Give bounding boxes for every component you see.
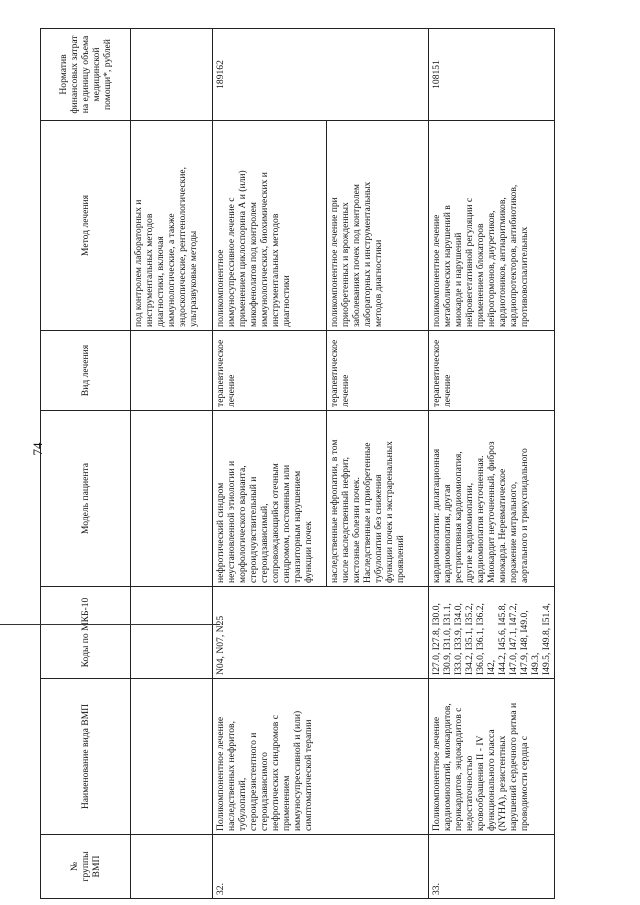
row33-model: кардиомиопатии: дилатационная кардиомиопатия, другая рестриктивная кардиомиопатия, другие кардиомиопатии, кардиомиопатия неуточненная. Миокардит неуточненный, фиброз миокарда. Неревматическое поражение митрального, аортального и трикуспидального xyxy=(429,411,555,587)
header-codes: Коды по МКБ-10 xyxy=(41,587,131,679)
row33-codes: I27.0, I27.8, I30.0, I30.9, I31.0, I31.1, I33.0, I33.9, I34.0, I34.2, I35.1, I35.2, I36.0, I36.1, I36.2, I42, I44.2, I45.6, I45.8, I47.0, I47.1, I47.2, I47.9, I48, I49.0, I49.3, I49.5, I49.8, I51.4, xyxy=(429,587,555,679)
header-model: Модель пациента xyxy=(41,411,131,587)
header-norm: Норматив финансовых затрат на единицу объема медицинской помощи*, рублей xyxy=(41,29,131,121)
header-name: Наименование вида ВМП xyxy=(41,679,131,835)
row32-model-1: нефротический синдром неустановленной этиологии и морфологического варианта, стероидчувствительный и стероидзависимый, сопровождающийся отечным синдромом, постоянным или транзиторным нарушением функции почек xyxy=(213,411,327,587)
header-group: № группы ВМП xyxy=(41,835,131,899)
vmp-table xyxy=(40,28,555,899)
continuation-method: под контролем лабораторных и инструментальных методов диагностики, включая иммунологические, а также эндоскопические, рентгенологические, ультразвуковые методы xyxy=(131,121,213,331)
row32-type-1: терапевтическое лечение xyxy=(213,331,327,411)
row32-codes: N04, N07, N25 xyxy=(213,587,429,679)
row33-norm: 108151 xyxy=(429,29,555,121)
row33-method: поликомпонентное лечение метаболических нарушений в миокарде и нарушений нейровегетативной регуляции с применением блокаторов нейрогормонов, диуретиков, кардиотоников, антиаритмиков, кардиопротекторов, антибиотиков, противовоспалительных xyxy=(429,121,555,331)
header-type: Вид лечения xyxy=(41,331,131,411)
row32-model-2: наследственные нефропатии, в том числе наследственный нефрит, кистозные болезни почек. Наследственные и приобретенные тубулопатии без снижения функции почек и экстраренальных проявлений xyxy=(327,411,429,587)
header-method: Метод лечения xyxy=(41,121,131,331)
table-header-row xyxy=(41,29,131,899)
row33-name: Поликомпонентное лечение кардиомиопатий, миокардитов, перикардитов, эндокардитов с недостаточностью кровообращения II - IV функционального класса (NYHA), резистентных нарушений сердечного ритма и проводимости сердца с xyxy=(429,679,555,835)
row33-group: 33. xyxy=(429,835,555,899)
row32-type-2: терапевтическое лечение xyxy=(327,331,429,411)
row32-method-1: поликомпонентное иммуносупрессивное лечение с применением циклоспорина А и (или) микофенолатов под контролем иммунологических, биохимических и инструментальных методов диагностики xyxy=(213,121,327,331)
page-number: 74 xyxy=(30,442,45,456)
row32-group: 32. xyxy=(213,835,429,899)
table-row-32a xyxy=(213,29,327,899)
row32-method-2: поликомпонентное лечение при приобретенных и врожденных заболеваниях почек под контролем лабораторных и инструментальных методов диагностики xyxy=(327,121,429,331)
table-row-continuation xyxy=(131,29,213,899)
page-bottom-rule xyxy=(0,624,220,625)
row32-name: Поликомпонентное лечение наследственных нефритов, тубулопатий, стероидрезистентного и стероидзависимого нефротических синдромов с применением иммуносупрессивной и (или) симптоматической терапии xyxy=(213,679,429,835)
row32-norm: 189162 xyxy=(213,29,429,121)
row33-type: терапевтическое лечение xyxy=(429,331,555,411)
table-row-33 xyxy=(429,29,555,899)
